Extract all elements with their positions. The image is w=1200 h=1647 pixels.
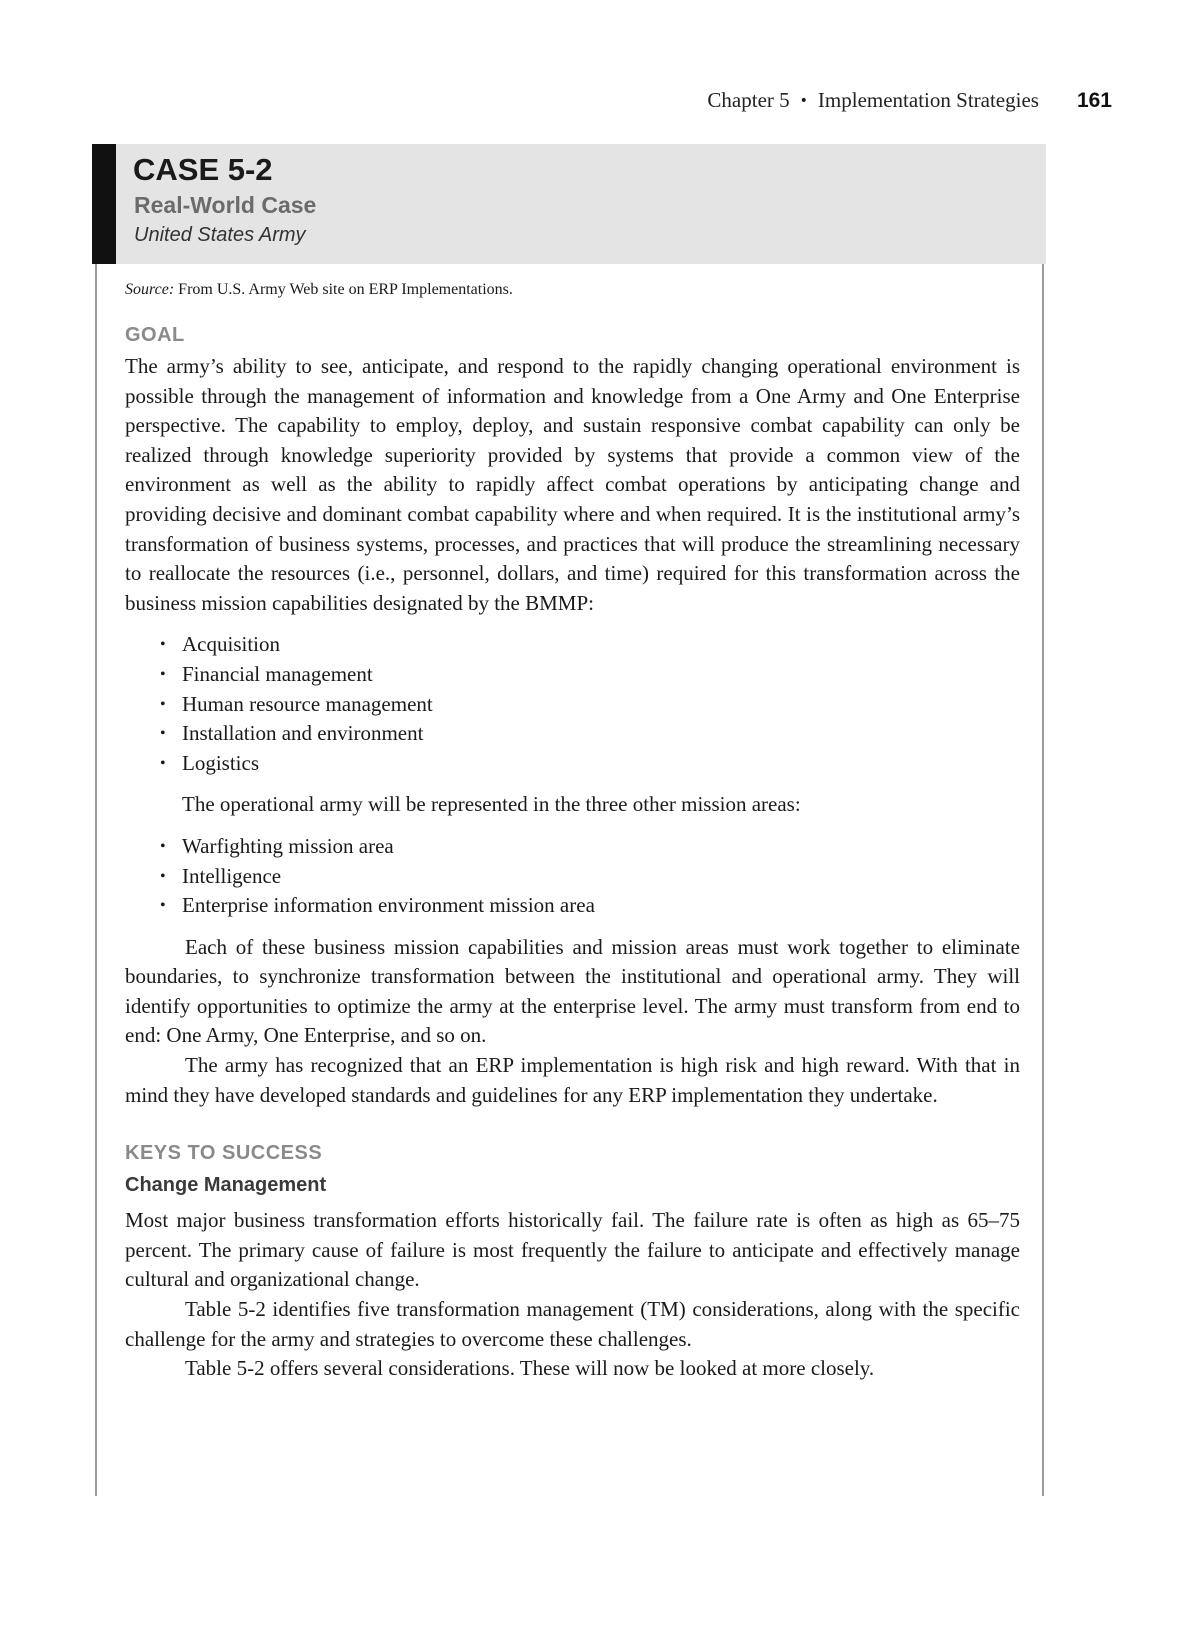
list-item: • Enterprise information environment mission area [160,891,1020,921]
goal-heading: GOAL [125,324,185,346]
goal-paragraph-3: The army has recognized that an ERP implementation is high risk and high reward. With that in mind they have developed standards and guidelines for any ERP implementation they undertake. [125,1053,1020,1107]
case-border-left [95,264,97,1496]
keys-paragraph-1: Most major business transformation efforts historically fail. The failure rate is often as high as 65–75 percent. The primary cause of failure is most frequently the failure to anticipate and effectively manage cultural and organizational change. [125,1208,1020,1292]
list-item: • Intelligence [160,862,1020,892]
source-line [125,280,1020,300]
list-item: • Installation and environment [160,719,1020,749]
page-number: 161 [1076,89,1112,112]
goal-paragraph-2: Each of these business mission capabilities and mission areas must work together to eliminate boundaries, to synchronize transformation between the institutional and operational army. They will identify opportunities to optimize the army at the enterprise level. The army must transform from end to end: One Army, One Enterprise, and so on. [125,934,1020,1048]
running-head-title: Implementation Strategies [817,88,1039,112]
keys-paragraph-2: Table 5-2 identifies five transformation management (TM) considerations, along with the specific challenge for the army and strategies to overcome these challenges. [125,1297,1020,1351]
list-item: • Logistics [160,749,1020,779]
list-item: • Human resource management [160,690,1020,720]
source-text: From U.S. Army Web site on ERP Implementations. [178,281,513,298]
list-item: • Financial management [160,660,1020,690]
keys-paragraph-3: Table 5-2 offers several considerations. These will now be looked at more closely. [185,1356,875,1381]
case-header-accent-bar [92,144,116,264]
case-content [125,280,1020,1384]
spacer [125,1110,1020,1136]
running-head [0,88,1112,113]
case-subtitle: Real-World Case [134,192,317,218]
operational-note: The operational army will be represented in the three other mission areas: [182,792,801,817]
list-item: • Warfighting mission area [160,832,1020,862]
running-head-separator: • [799,93,808,109]
goal-paragraph: The army’s ability to see, anticipate, and respond to the rapidly changing operational environment is possible through the management of information and knowledge from a One Army and One Enterprise perspective. The capability to employ, deploy, and sustain responsive combat capability can only be realized through knowledge superiority provided by systems that provide a common view of the environment as well as the ability to rapidly affect combat operations by anticipating change and providing decisive and dominant combat capability where and when required. It is the institutional army’s transformation of business systems, processes, and practices that will produce the streamlining necessary to reallocate the resources (i.e., personnel, dollars, and time) required for this transformation across the business mission capabilities designated by the BMMP: [125,354,1020,615]
case-organization: United States Army [134,224,306,246]
list-item: • Acquisition [160,630,1020,660]
source-label: Source: [125,281,175,298]
running-head-chapter: Chapter 5 [707,88,790,112]
capabilities-list [160,630,1020,778]
change-management-heading: Change Management [125,1174,327,1197]
case-title: CASE 5-2 [133,152,273,187]
mission-areas-list [160,832,1020,921]
case-border-right [1042,264,1044,1496]
keys-heading: KEYS TO SUCCESS [125,1142,323,1165]
